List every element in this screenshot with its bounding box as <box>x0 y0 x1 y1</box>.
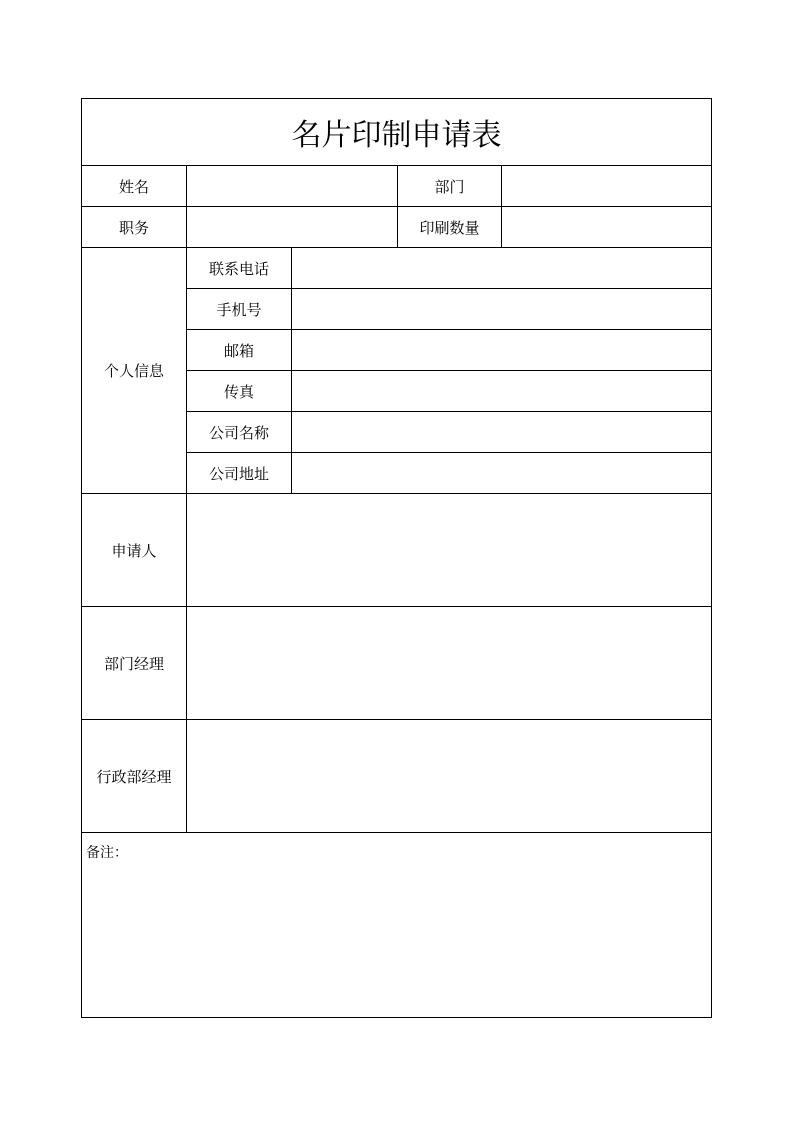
department-field[interactable] <box>502 166 712 207</box>
name-field[interactable] <box>187 166 398 207</box>
remarks-area[interactable] <box>82 833 712 1018</box>
position-field[interactable] <box>187 207 398 248</box>
mobile-label: 手机号 <box>187 289 292 330</box>
print-quantity-label: 印刷数量 <box>398 207 502 248</box>
company-address-label: 公司地址 <box>187 453 292 494</box>
applicant-label: 申请人 <box>82 494 187 607</box>
department-manager-field[interactable] <box>187 607 712 720</box>
admin-manager-label: 行政部经理 <box>82 720 187 833</box>
name-label: 姓名 <box>82 166 187 207</box>
print-quantity-field[interactable] <box>502 207 712 248</box>
form-title: 名片印制申请表 <box>82 99 712 166</box>
email-label: 邮箱 <box>187 330 292 371</box>
fax-label: 传真 <box>187 371 292 412</box>
business-card-request-form <box>81 98 712 1018</box>
department-manager-label: 部门经理 <box>82 607 187 720</box>
phone-label: 联系电话 <box>187 248 292 289</box>
personal-info-label: 个人信息 <box>82 248 187 494</box>
email-field[interactable] <box>292 330 712 371</box>
company-address-field[interactable] <box>292 453 712 494</box>
fax-field[interactable] <box>292 371 712 412</box>
admin-manager-field[interactable] <box>187 720 712 833</box>
company-name-label: 公司名称 <box>187 412 292 453</box>
applicant-field[interactable] <box>187 494 712 607</box>
mobile-field[interactable] <box>292 289 712 330</box>
phone-field[interactable] <box>292 248 712 289</box>
company-name-field[interactable] <box>292 412 712 453</box>
position-label: 职务 <box>82 207 187 248</box>
remarks-label: 备注： <box>86 845 128 861</box>
department-label: 部门 <box>398 166 502 207</box>
